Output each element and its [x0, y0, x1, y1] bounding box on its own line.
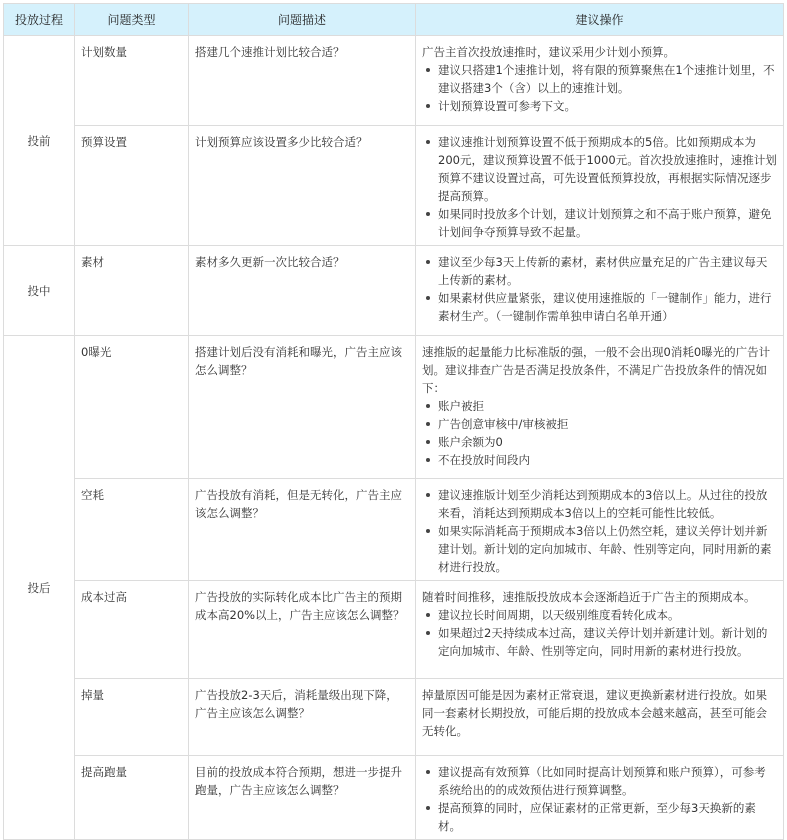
list-item: 提高预算的同时，应保证素材的正常更新，至少每3天换新的素材。	[422, 799, 777, 835]
problem-desc: 广告投放的实际转化成本比广告主的预期成本高20%以上，广告主应该怎么调整？	[189, 581, 416, 679]
suggestion-cell	[416, 126, 784, 246]
problem-desc: 搭建计划后没有消耗和曝光，广告主应该怎么调整？	[189, 336, 416, 479]
suggestion-cell	[416, 679, 784, 756]
problem-desc: 目前的投放成本符合预期，想进一步提升跑量，广告主应该怎么调整？	[189, 756, 416, 840]
suggestion-cell	[416, 581, 784, 679]
problem-type: 空耗	[75, 479, 189, 581]
stage-cell: 投后	[4, 336, 75, 840]
problem-type: 掉量	[75, 679, 189, 756]
header-action: 建议操作	[416, 4, 784, 36]
suggestion-list	[422, 606, 777, 660]
list-item: 账户余额为0	[422, 433, 777, 451]
list-item: 广告创意审核中/审核被拒	[422, 415, 777, 433]
suggestion-cell	[416, 479, 784, 581]
problem-desc: 计划预算应该设置多少比较合适？	[189, 126, 416, 246]
suggestion-cell	[416, 36, 784, 126]
list-item: 不在投放时间段内	[422, 451, 777, 469]
header-type: 问题类型	[75, 4, 189, 36]
suggestion-cell	[416, 756, 784, 840]
table-row	[4, 36, 784, 126]
suggestion-list	[422, 133, 777, 241]
table-row	[4, 246, 784, 336]
table-row	[4, 756, 784, 840]
problem-desc: 素材多久更新一次比较合适？	[189, 246, 416, 336]
stage-cell: 投中	[4, 246, 75, 336]
table-row	[4, 479, 784, 581]
suggestion-intro: 速推版的起量能力比标准版的强，一般不会出现0消耗0曝光的广告计划。建议排查广告是否满足投放条件，不满足广告投放条件的情况如下：	[422, 345, 771, 395]
problem-desc: 广告投放有消耗，但是无转化，广告主应该怎么调整？	[189, 479, 416, 581]
suggestion-list	[422, 486, 777, 576]
table-row	[4, 581, 784, 679]
list-item: 如果素材供应量紧张，建议使用速推版的「一键制作」能力，进行素材生产。（一键制作需单独申请白名单开通）	[422, 289, 777, 325]
suggestion-list	[422, 253, 777, 325]
list-item: 如果超过2天持续成本过高，建议关停计划并新建计划。新计划的定向加城市、年龄、性别等定向，同时用新的素材进行投放。	[422, 624, 777, 660]
suggestion-intro: 掉量原因可能是因为素材正常衰退，建议更换新素材进行投放。如果同一套素材长期投放，可能后期的投放成本会越来越高，甚至可能会无转化。	[422, 688, 767, 738]
list-item: 建议只搭建1个速推计划，将有限的预算聚焦在1个速推计划里，不建议搭建3个（含）以上的速推计划。	[422, 61, 777, 97]
problem-desc: 搭建几个速推计划比较合适？	[189, 36, 416, 126]
table-row	[4, 679, 784, 756]
list-item: 建议拉长时间周期，以天级别维度看转化成本。	[422, 606, 777, 624]
problem-desc: 广告投放2-3天后，消耗量级出现下降，广告主应该怎么调整？	[189, 679, 416, 756]
suggestion-list	[422, 763, 777, 835]
header-row	[4, 4, 784, 36]
problem-type: 素材	[75, 246, 189, 336]
table-body	[4, 36, 784, 840]
problem-type: 成本过高	[75, 581, 189, 679]
problem-type: 0曝光	[75, 336, 189, 479]
table-row	[4, 126, 784, 246]
header-stage: 投放过程	[4, 4, 75, 36]
problem-type: 提高跑量	[75, 756, 189, 840]
suggestion-intro: 广告主首次投放速推时，建议采用少计划小预算。	[422, 45, 675, 59]
list-item: 建议速推版计划至少消耗达到预期成本的3倍以上。从过往的投放来看，消耗达到预期成本3倍以上的空耗可能性比较低。	[422, 486, 777, 522]
problem-type: 计划数量	[75, 36, 189, 126]
suggestion-intro: 随着时间推移，速推版投放成本会逐渐趋近于广告主的预期成本。	[422, 590, 756, 604]
suggestion-list	[422, 397, 777, 469]
list-item: 建议提高有效预算（比如同时提高计划预算和账户预算），可参考系统给出的的成效预估进行预算调整。	[422, 763, 777, 799]
faq-table	[3, 3, 784, 840]
stage-cell: 投前	[4, 36, 75, 246]
list-item: 账户被拒	[422, 397, 777, 415]
list-item: 建议速推计划预算设置不低于预期成本的5倍。比如预期成本为200元，建议预算设置不低于1000元。首次投放速推时，速推计划预算不建议设置过高，可先设置低预算投放，再根据实际情况逐步提高预算。	[422, 133, 777, 205]
list-item: 计划预算设置可参考下文。	[422, 97, 777, 115]
list-item: 如果同时投放多个计划，建议计划预算之和不高于账户预算，避免计划间争夺预算导致不起量。	[422, 205, 777, 241]
list-item: 建议至少每3天上传新的素材，素材供应量充足的广告主建议每天上传新的素材。	[422, 253, 777, 289]
header-desc: 问题描述	[189, 4, 416, 36]
suggestion-cell	[416, 336, 784, 479]
suggestion-list	[422, 61, 777, 115]
table-row	[4, 336, 784, 479]
list-item: 如果实际消耗高于预期成本3倍以上仍然空耗，建议关停计划并新建计划。新计划的定向加城市、年龄、性别等定向，同时用新的素材进行投放。	[422, 522, 777, 576]
problem-type: 预算设置	[75, 126, 189, 246]
suggestion-cell	[416, 246, 784, 336]
